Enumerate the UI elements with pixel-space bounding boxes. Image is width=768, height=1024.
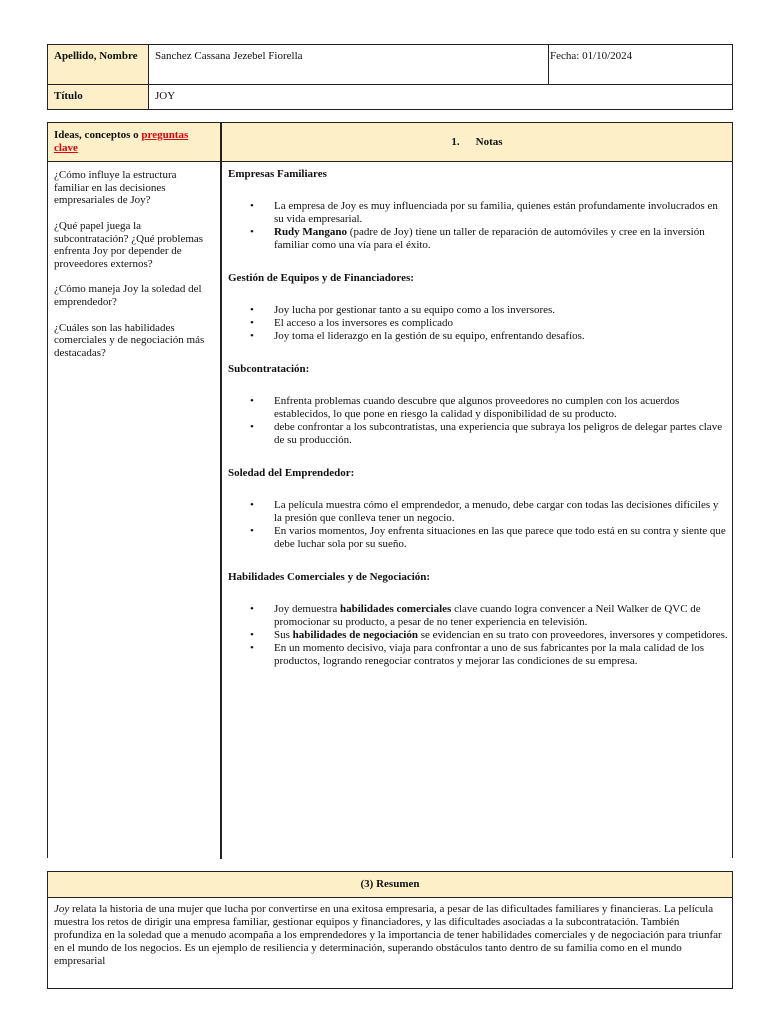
bullet-list	[228, 499, 728, 551]
bullet-item	[228, 629, 728, 642]
ideas-label-highlight: preguntas clave	[54, 129, 189, 154]
question-item: ¿Cómo influye la estructura familiar en las decisiones empresariales de Joy?	[54, 169, 177, 207]
bullet-list	[228, 304, 728, 343]
bullet-text: Joy toma el liderazgo en la gestión de su equipo, enfrentando desafíos.	[274, 330, 585, 343]
bullet-icon: •	[250, 525, 254, 538]
title-label: Título	[48, 85, 149, 110]
bullet-item	[228, 499, 728, 525]
questions-column	[54, 169, 214, 373]
question-item: ¿Cómo maneja Joy la soledad del emprendedor?	[54, 283, 202, 309]
bullet-item	[228, 226, 728, 252]
question-item: ¿Cuáles son las habilidades comerciales y de negociación más destacadas?	[54, 321, 205, 360]
summary-italic-lead: Joy	[54, 903, 70, 915]
name-label: Apellido, Nombre	[48, 45, 149, 85]
bullet-icon: •	[250, 330, 254, 343]
bullet-icon: •	[250, 304, 254, 317]
bullet-item	[228, 304, 728, 317]
ideas-column-heading	[54, 129, 214, 154]
bullet-list	[228, 200, 728, 252]
summary-text	[48, 898, 732, 973]
bullet-bold-text: Rudy Mangano	[274, 226, 348, 239]
header-table	[47, 44, 733, 110]
bullet-text: clave cuando logra convencer a Neil Walker de QVC de promocionar su producto, a pesar de no tener experiencia en televisión.	[274, 603, 701, 629]
notes-column	[228, 168, 728, 688]
bullet-bold-text: habilidades de negociación	[292, 629, 418, 642]
section-heading: Empresas Familiares	[228, 168, 327, 180]
summary-body: relata la historia de una mujer que lucha por convertirse en una exitosa empresaria, a pesar de las dificultades familiares y financieras. La película muestra los retos de dirigir una empresa familiar, gestionar equipos y financiadores, y las dificultades asociadas a la subcontratación. También profundiza en la soledad que a menudo acompaña a los emprendedores y la importancia de tener habilidades comerciales y de negociación para triunfar en el mundo de los negocios. Es un ejemplo de resiliencia y determinación, superando obstáculos tanto dentro de su familia como en el mundo empresarial	[54, 903, 722, 967]
bullet-text: (padre de Joy) tiene un taller de reparación de automóviles y cree en la inversión familiar como una vía para el éxito.	[274, 226, 705, 252]
notes-title: Notas	[475, 135, 503, 148]
section-heading: Soledad del Emprendedor:	[228, 467, 355, 480]
section-heading: Habilidades Comerciales y de Negociación:	[228, 571, 431, 584]
bullet-item	[228, 200, 728, 226]
bullet-icon: •	[250, 317, 254, 330]
question-item: ¿Qué papel juega la subcontratación? ¿Qué problemas enfrenta Joy por depender de proveedores externos?	[54, 219, 204, 270]
bullet-list	[228, 603, 728, 668]
bullet-icon: •	[250, 629, 254, 642]
bullet-text: se evidencian en su trato con proveedores, inversores y competidores.	[417, 629, 728, 642]
title-value: JOY	[149, 85, 733, 110]
bullet-item	[228, 421, 728, 447]
column-divider	[220, 123, 222, 859]
bullet-text: En varios momentos, Joy enfrenta situaciones en las que parece que todo está en su contra y siente que debe luchar sola por su sueño.	[274, 525, 726, 551]
date-value: Fecha: 01/10/2024	[549, 45, 733, 85]
bullet-icon: •	[250, 421, 254, 434]
bullet-bold-text: habilidades comerciales	[339, 603, 452, 616]
notes-number: 1.	[451, 135, 460, 148]
section-heading: Gestión de Equipos y de Financiadores:	[228, 272, 414, 285]
section-heading: Subcontratación:	[228, 363, 310, 376]
bullet-text: Joy lucha por gestionar tanto a su equipo como a los inversores.	[274, 304, 556, 317]
bullet-icon: •	[250, 603, 254, 616]
bullet-icon: •	[250, 226, 254, 239]
bullet-text: Enfrenta problemas cuando descubre que algunos proveedores no cumplen con los acuerdos establecidos, lo que pone en riesgo la calidad y disponibilidad de su producto.	[274, 395, 680, 421]
bullet-text: Joy demuestra	[274, 603, 340, 616]
name-value: Sanchez Cassana Jezebel Fiorella	[149, 45, 549, 85]
ideas-label: Ideas, conceptos o	[54, 129, 142, 141]
bullet-icon: •	[250, 499, 254, 512]
notes-column-heading	[222, 123, 732, 162]
bullet-icon: •	[250, 395, 254, 408]
bullet-item	[228, 525, 728, 551]
summary-section	[47, 871, 733, 989]
notes-header	[48, 123, 732, 162]
bullet-text: Sus	[274, 629, 293, 642]
bullet-text: En un momento decisivo, viaja para confrontar a uno de sus fabricantes por la mala calidad de los productos, logrando renegociar contratos y mejorar las condiciones de su empresa.	[274, 642, 705, 668]
bullet-item	[228, 330, 728, 343]
bullet-text: debe confrontar a los subcontratistas, una experiencia que subraya los peligros de delegar partes clave de su producción.	[274, 421, 723, 447]
bullet-icon: •	[250, 642, 254, 655]
notes-section	[47, 122, 733, 858]
bullet-icon: •	[250, 200, 254, 213]
bullet-item	[228, 395, 728, 421]
bullet-text: La película muestra cómo el emprendedor, a menudo, debe cargar con todas las decisiones difíciles y la presión que conlleva tener un negocio.	[274, 499, 719, 525]
bullet-item	[228, 317, 728, 330]
bullet-list	[228, 395, 728, 447]
bullet-text: La empresa de Joy es muy influenciada por su familia, quienes están profundamente involucrados en su vida empresarial.	[274, 200, 718, 226]
bullet-item	[228, 642, 728, 668]
bullet-text: El acceso a los inversores es complicado	[274, 317, 453, 330]
summary-title: (3) Resumen	[48, 872, 732, 898]
bullet-item	[228, 603, 728, 629]
